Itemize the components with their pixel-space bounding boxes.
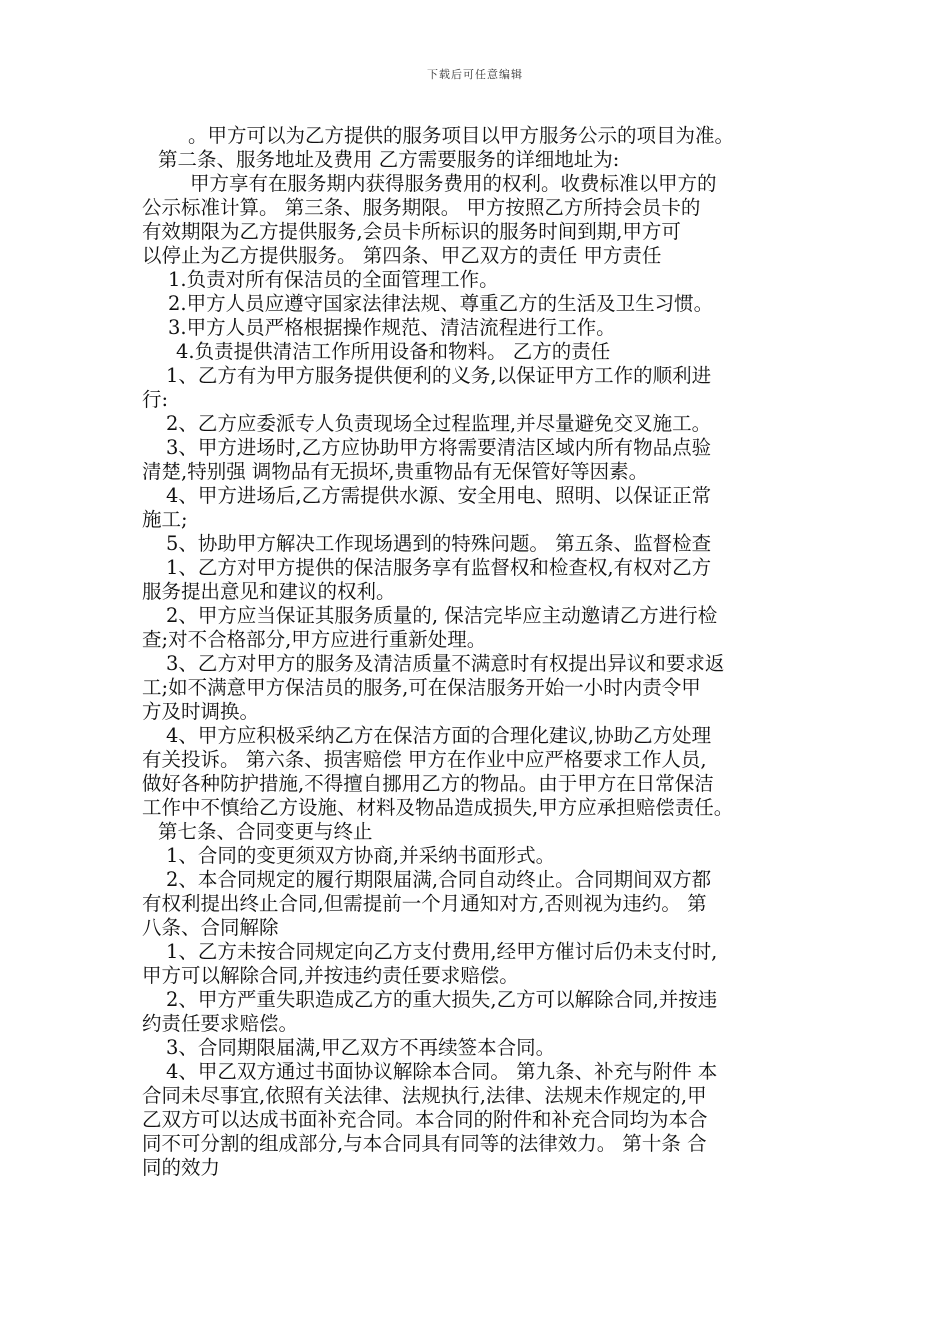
text-line: 做好各种防护措施,不得擅自挪用乙方的物品。由于甲方在日常保洁 <box>142 772 714 795</box>
text-line: 服务提出意见和建议的权利。 <box>142 580 396 603</box>
text-line: 有关投诉。 第六条、损害赔偿 甲方在作业中应严格要求工作人员, <box>142 748 707 771</box>
text-line: 公示标准计算。 第三条、服务期限。 甲方按照乙方所持会员卡的 <box>142 196 701 219</box>
text-line: 1.负责对所有保洁员的全面管理工作。 <box>168 268 499 291</box>
text-line: 3、乙方对甲方的服务及清洁质量不满意时有权提出异议和要求返 <box>166 652 725 675</box>
text-line: 同的效力 <box>142 1156 221 1179</box>
text-line: 方及时调换。 <box>142 700 260 723</box>
text-line: 2、甲方应当保证其服务质量的, 保洁完毕应主动邀请乙方进行检 <box>166 604 718 627</box>
text-line: 清楚,特别强 调物品有无损坏,贵重物品有无保管好等因素。 <box>142 460 649 483</box>
text-line: 。甲方可以为乙方提供的服务项目以甲方服务公示的项目为准。 <box>188 124 735 147</box>
text-line: 4、甲方应积极采纳乙方在保洁方面的合理化建议,协助乙方处理 <box>166 724 712 747</box>
text-line: 同不可分割的组成部分,与本合同具有同等的法律效力。 第十条 合 <box>142 1132 707 1155</box>
text-line: 合同未尽事宜,依照有关法律、法规执行,法律、法规未作规定的,甲 <box>142 1084 707 1107</box>
text-line: 第七条、合同变更与终止 <box>158 820 373 843</box>
text-line: 2.甲方人员应遵守国家法律法规、尊重乙方的生活及卫生习惯。 <box>168 292 714 315</box>
text-line: 第二条、服务地址及费用 乙方需要服务的详细地址为: <box>158 148 620 171</box>
text-line: 工;如不满意甲方保洁员的服务,可在保洁服务开始一小时内责令甲 <box>142 676 701 699</box>
text-line: 1、乙方对甲方提供的保洁服务享有监督权和检查权,有权对乙方 <box>166 556 712 579</box>
contract-body <box>142 124 822 1180</box>
text-line: 4.负责提供清洁工作所用设备和物料。 乙方的责任 <box>176 340 611 363</box>
text-line: 有权利提出终止合同,但需提前一个月通知对方,否则视为违约。 第 <box>142 892 707 915</box>
text-line: 有效期限为乙方提供服务,会员卡所标识的服务时间到期,甲方可 <box>142 220 681 243</box>
text-line: 行: <box>142 388 169 411</box>
text-line: 八条、合同解除 <box>142 916 279 939</box>
text-line: 4、甲乙双方通过书面协议解除本合同。 第九条、补充与附件 本 <box>166 1060 718 1083</box>
text-line: 甲方享有在服务期内获得服务费用的权利。收费标准以甲方的 <box>190 172 717 195</box>
text-line: 2、本合同规定的履行期限届满,合同自动终止。合同期间双方都 <box>166 868 712 891</box>
text-line: 施工; <box>142 508 188 531</box>
text-line: 1、乙方有为甲方服务提供便利的义务,以保证甲方工作的顺利进 <box>166 364 712 387</box>
text-line: 甲方可以解除合同,并按违约责任要求赔偿。 <box>142 964 519 987</box>
page-header: 下载后可任意编辑 <box>427 68 523 81</box>
text-line: 2、甲方严重失职造成乙方的重大损失,乙方可以解除合同,并按违 <box>166 988 718 1011</box>
text-line: 约责任要求赔偿。 <box>142 1012 299 1035</box>
text-line: 工作中不慎给乙方设施、材料及物品造成损失,甲方应承担赔偿责任。 <box>142 796 734 819</box>
text-line: 3.甲方人员严格根据操作规范、清洁流程进行工作。 <box>168 316 616 339</box>
text-line: 查;对不合格部分,甲方应进行重新处理。 <box>142 628 487 651</box>
text-line: 以停止为乙方提供服务。 第四条、甲乙双方的责任 甲方责任 <box>142 244 662 267</box>
text-line: 2、乙方应委派专人负责现场全过程监理,并尽量避免交叉施工。 <box>166 412 712 435</box>
text-line: 1、乙方未按合同规定向乙方支付费用,经甲方催讨后仍未支付时, <box>166 940 718 963</box>
text-line: 1、合同的变更须双方协商,并采纳书面形式。 <box>166 844 556 867</box>
text-line: 乙双方可以达成书面补充合同。本合同的附件和补充合同均为本合 <box>142 1108 708 1131</box>
text-line: 3、合同期限届满,甲乙双方不再续签本合同。 <box>166 1036 556 1059</box>
text-line: 3、甲方进场时,乙方应协助甲方将需要清洁区域内所有物品点验 <box>166 436 712 459</box>
text-line: 5、协助甲方解决工作现场遇到的特殊问题。 第五条、监督检查 <box>166 532 712 555</box>
text-line: 4、甲方进场后,乙方需提供水源、安全用电、照明、以保证正常 <box>166 484 712 507</box>
